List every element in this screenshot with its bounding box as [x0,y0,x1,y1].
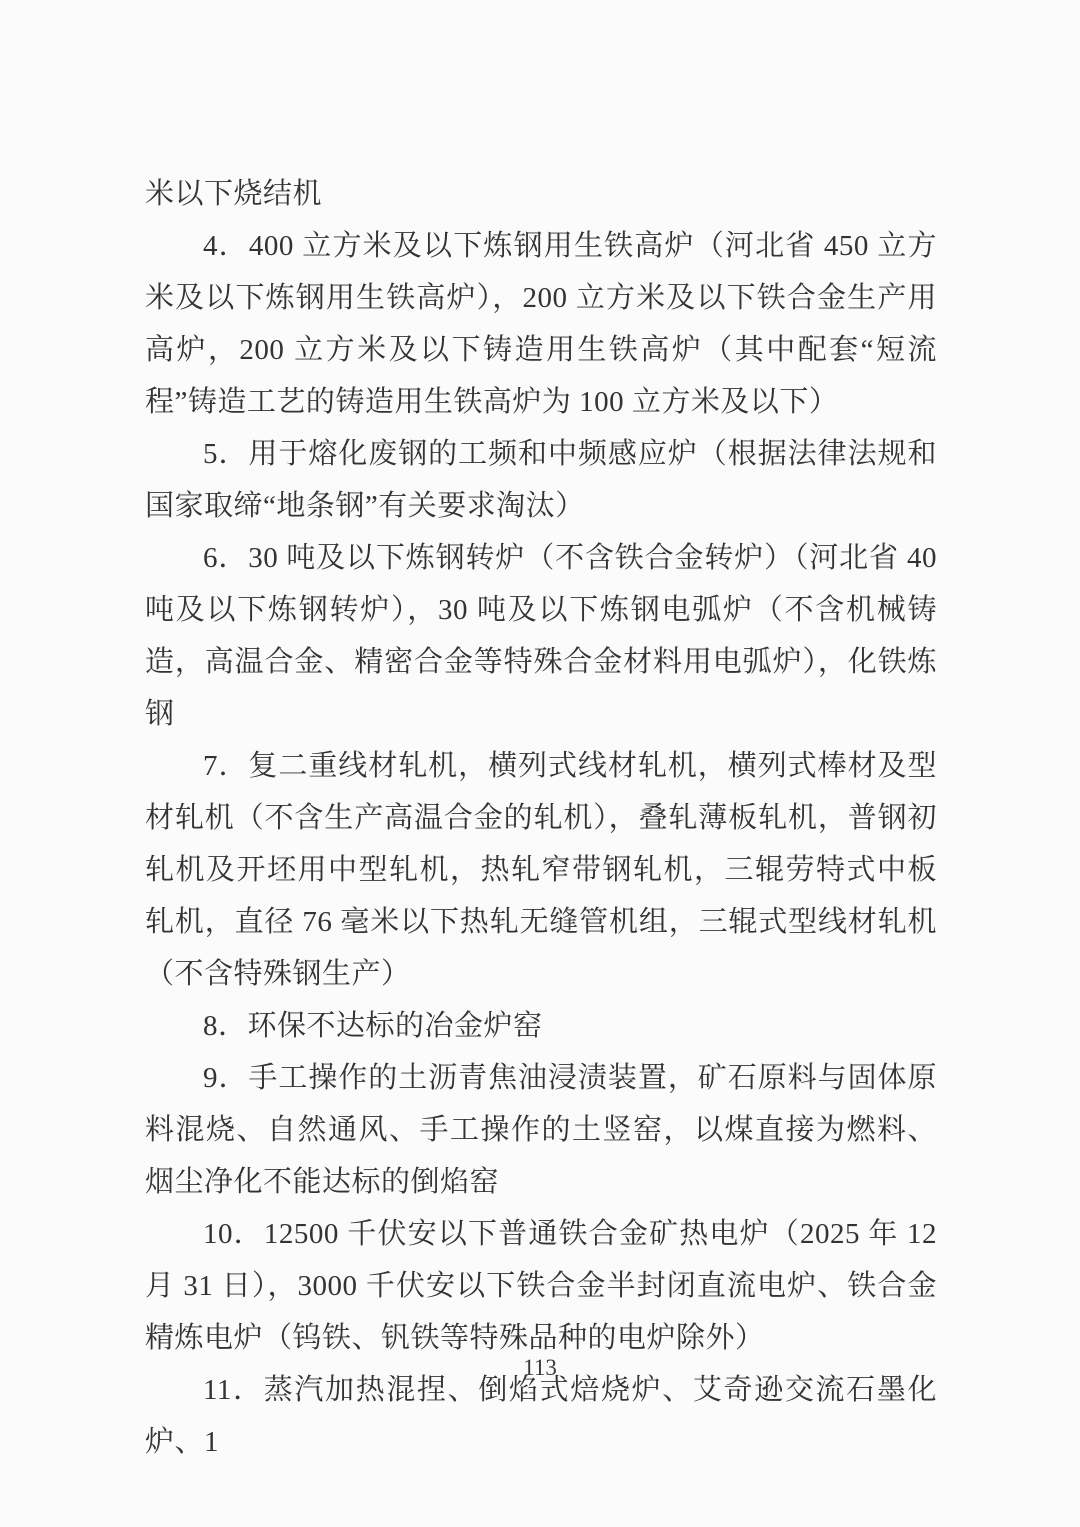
page-number: 113 [523,1355,557,1380]
list-item-11: 11．蒸汽加热混捏、倒焰式焙烧炉、艾奇逊交流石墨化炉、1 [145,1374,937,1458]
list-item-7: 7．复二重线材轧机，横列式线材轧机，横列式棒材及型材轧机（不含生产高温合金的轧机），叠轧薄板轧机，普钢初轧机及开坯用中型轧机，热轧窄带钢轧机，三辊劳特式中板轧机，直径 76 毫米以下热轧无缝管机组，三辊式型线材轧机（不含特殊钢生产） [145,750,937,990]
paragraph-continuation: 米以下烧结机 [145,178,323,210]
list-item-4: 4．400 立方米及以下炼钢用生铁高炉（河北省 450 立方米及以下炼钢用生铁高炉），200 立方米及以下铁合金生产用高炉，200 立方米及以下铸造用生铁高炉（其中配套“短流程”铸造工艺的铸造用生铁高炉为 100 立方米及以下） [145,230,937,418]
list-item-6: 6．30 吨及以下炼钢转炉（不含铁合金转炉）（河北省 40 吨及以下炼钢转炉），30 吨及以下炼钢电弧炉（不含机械铸造，高温合金、精密合金等特殊合金材料用电弧炉），化铁炼钢 [145,542,937,730]
list-item-10: 10．12500 千伏安以下普通铁合金矿热电炉（2025 年 12 月 31 日），3000 千伏安以下铁合金半封闭直流电炉、铁合金精炼电炉（钨铁、钒铁等特殊品种的电炉除外） [145,1218,937,1354]
list-item-5: 5．用于熔化废钢的工频和中频感应炉（根据法律法规和国家取缔“地条钢”有关要求淘汰） [145,438,937,522]
document-body [145,168,937,1468]
list-item-9: 9．手工操作的土沥青焦油浸渍装置，矿石原料与固体原料混烧、自然通风、手工操作的土竖窑，以煤直接为燃料、烟尘净化不能达标的倒焰窑 [145,1062,937,1198]
list-item-8: 8．环保不达标的冶金炉窑 [203,1010,543,1042]
